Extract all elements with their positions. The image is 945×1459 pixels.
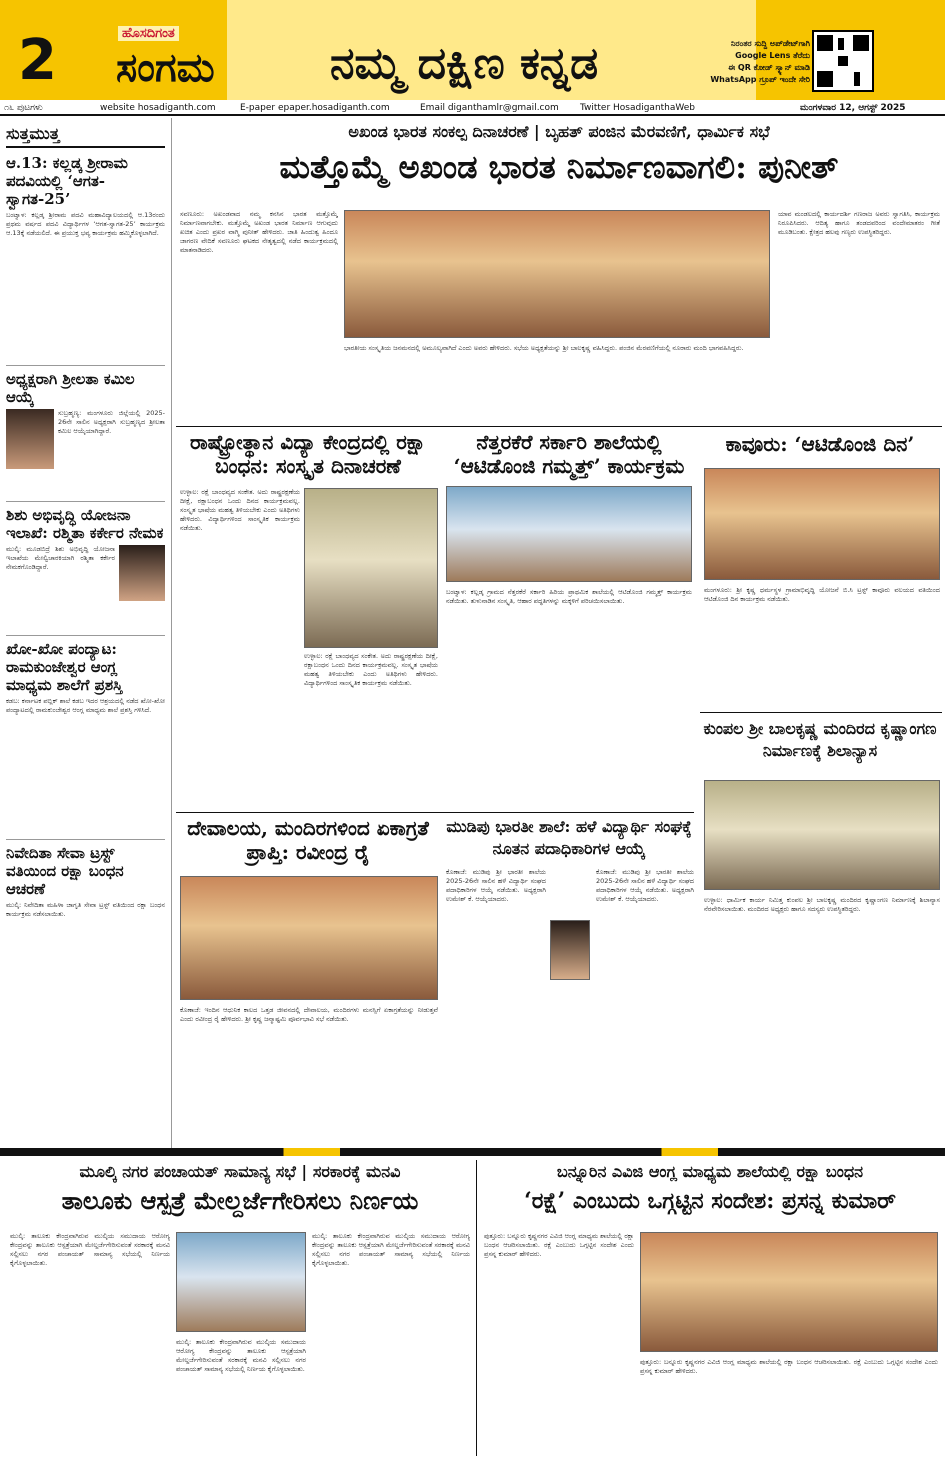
email-link[interactable]: Email diganthamlr@gmail.com (420, 103, 559, 113)
brief-3 (6, 501, 165, 633)
story-kicker: ಬನ್ನೂರಿನ ಎವಿಜಿ ಆಂಗ್ಲ ಮಾಧ್ಯಮ ಶಾಲೆಯಲ್ಲಿ ರಕ್ಷಾ ಬಂಧನ (556, 1162, 864, 1181)
story-text-more: ಮುಲ್ಕಿ: ತಾಲೂಕು ಕೇಂದ್ರವಾಗಿರುವ ಮುಲ್ಕಿಯ ಸಮುದಾಯ ಆರೋಗ್ಯ ಕೇಂದ್ರವನ್ನು ತಾಲೂಕು ಆಸ್ಪತ್ರೆಯಾಗಿ ಮೇಲ್ದರ್ಜೆಗೇರಿಸುವಂತೆ ಸರಕಾರಕ್ಕೆ ಮನವಿ ಸಲ್ಲಿಸಲು ನಗರ ಪಂಚಾಯತ್ ಸಾಮಾನ್ಯ ಸಭೆಯಲ್ಲಿ ನಿರ್ಣಯ ಕೈಗೊಳ್ಳಲಾಯಿತು. (176, 1338, 306, 1373)
story-headline: ಕುಂಪಲ ಶ್ರೀ ಬಾಲಕೃಷ್ಣ ಮಂದಿರದ ಕೃಷ್ಣಾಂಗಣ ನಿರ್ಮಾಣಕ್ಕೆ ಶಿಲಾನ್ಯಾಸ (703, 719, 937, 760)
info-strip (0, 100, 945, 116)
brief-headline: ಆ.13: ಕಲ್ಲಡ್ಕ ಶ್ರೀರಾಮ ಪದವಿಯಲ್ಲಿ ‘ಆಗತ-ಸ್ವಾಗತ-25’ (6, 154, 128, 208)
brief-text: ಸುಬ್ರಹ್ಮಣ್ಯ: ಮಂಗಳೂರು ಜಿಲ್ಲೆಯಲ್ಲಿ 2025-26ನೇ ಸಾಲಿನ ಅಧ್ಯಕ್ಷರಾಗಿ ಸುಬ್ರಹ್ಮಣ್ಯದ ಶ್ರೀಲತಾ ಕಮಿಲ ಆಯ್ಕೆಯಾಗಿದ್ದಾರೆ. (58, 409, 165, 435)
bottom-right-story (482, 1162, 938, 1216)
issue-date: ಮಂಗಳವಾರ 12, ಆಗಸ್ಟ್ 2025 (800, 103, 906, 113)
story-kicker: ಮೂಲ್ಕಿ ನಗರ ಪಂಚಾಯತ್ ಸಾಮಾನ್ಯ ಸಭೆ | ಸರಕಾರಕ್ಕೆ ಮನವಿ (79, 1162, 401, 1181)
story-6 (178, 816, 438, 864)
qr-code-icon[interactable] (812, 30, 874, 92)
story-headline: ಕಾವೂರು: ‘ಆಟಿಡೊಂಜಿ ದಿನ’ (725, 432, 915, 456)
lead-photo (344, 210, 770, 338)
story-text: ಬಂಟ್ವಾಳ: ಕಲ್ಲಡ್ಕ ಗ್ರಾಮದ ನೆತ್ತರಕೆರೆ ಸರ್ಕಾರಿ ಹಿರಿಯ ಪ್ರಾಥಮಿಕ ಶಾಲೆಯಲ್ಲಿ ಆಟಿಡೊಂಜಿ ಗಮ್ಮತ್ತ್ ಕಾರ್ಯಕ್ರಮ ನಡೆಯಿತು. ತುಳುನಾಡಿನ ಸಂಸ್ಕೃತಿ, ಆಹಾರ ಪದ್ಧತಿಗಳನ್ನು ಮಕ್ಕಳಿಗೆ ಪರಿಚಯಿಸಲಾಯಿತು. (446, 588, 692, 605)
story-headline: ನೆತ್ತರಕೆರೆ ಸರ್ಕಾರಿ ಶಾಲೆಯಲ್ಲಿ ‘ಆಟಿಡೊಂಜಿ ಗಮ್ಮತ್ತ್’ ಕಾರ್ಯಕ್ರಮ (453, 430, 685, 478)
story-photo (640, 1232, 938, 1352)
story-text: ಕೊಣಾಜೆ: ಇಂದಿನ ಆಧುನಿಕ ಕಾಲದ ಒತ್ತಡ ಜೀವನದಲ್ಲಿ ದೇವಾಲಯ, ಮಂದಿರಗಳು ಮನಸ್ಸಿಗೆ ಏಕಾಗ್ರತೆಯನ್ನು ನೀಡುತ್ತವೆ ಎಂದು ರವೀಂದ್ರ ರೈ ಹೇಳಿದರು. ಶ್ರೀ ಕೃಷ್ಣ ಜನ್ಮಾಷ್ಟಮಿ ಪೂರ್ವಭಾವಿ ಸಭೆ ನಡೆಯಿತು. (180, 1006, 438, 1023)
story-7 (444, 816, 694, 860)
brief-headline: ಅಧ್ಯಕ್ಷರಾಗಿ ಶ್ರೀಲತಾ ಕಮಿಲ ಆಯ್ಕೆ (6, 370, 135, 406)
story-photo (446, 486, 692, 582)
story-text: ಉಳ್ಳಾಲ: ಧಾರ್ಮಿಕ ಕಾರ್ಯ ನಿಮಿತ್ತ ಕುಂಪಲ ಶ್ರೀ ಬಾಲಕೃಷ್ಣ ಮಂದಿರದ ಕೃಷ್ಣಾಂಗಣ ನಿರ್ಮಾಣಕ್ಕೆ ಶಿಲಾನ್ಯಾಸ ನೆರವೇರಿಸಲಾಯಿತು. ಮಂದಿರದ ಅಧ್ಯಕ್ಷರು ಹಾಗೂ ಸದಸ್ಯರು ಉಪಸ್ಥಿತರಿದ್ದರು. (704, 896, 940, 913)
story-text-more: ಪುತ್ತೂರು: ಬನ್ನೂರು ಕೃಷ್ಣನಗರ ಎವಿಜಿ ಆಂಗ್ಲ ಮಾಧ್ಯಮ ಶಾಲೆಯಲ್ಲಿ ರಕ್ಷಾ ಬಂಧನ ಆಚರಿಸಲಾಯಿತು. ರಕ್ಷೆ ಎಂಬುದು ಒಗ್ಗಟ್ಟಿನ ಸಂದೇಶ ಎಂದು ಪ್ರಸನ್ನ ಕುಮಾರ್ ಹೇಳಿದರು. (640, 1358, 938, 1375)
story-headline: ಮುಡಿಪು ಭಾರತೀ ಶಾಲೆ: ಹಳೆ ವಿದ್ಯಾರ್ಥಿ ಸಂಘಕ್ಕೆ ನೂತನ ಪದಾಧಿಕಾರಿಗಳ ಆಯ್ಕೆ (446, 817, 692, 858)
brief-text: ಕಡಬ: ಕರ್ನಾಟಕ ಪಬ್ಲಿಕ್ ಶಾಲೆ ಕಡಬ ಇದರ ಆಶ್ರಯದಲ್ಲಿ ನಡೆದ ಖೋ-ಖೋ ಪಂದ್ಯಾಟದಲ್ಲಿ ರಾಮಕುಂಜೇಶ್ವರ ಆಂಗ್ಲ ಮಾಧ್ಯಮ ಶಾಲೆ ಪ್ರಶಸ್ತಿ ಗಳಿಸಿದೆ. (6, 697, 165, 714)
story-headline: ರಾಷ್ಟ್ರೋತ್ಥಾನ ವಿದ್ಯಾ ಕೇಂದ್ರದಲ್ಲಿ ರಕ್ಷಾ ಬಂಧನ: ಸಂಸ್ಕೃತ ದಿನಾಚರಣೆ (190, 430, 426, 478)
brief-1 (6, 154, 165, 361)
brand-small: ಹೊಸದಿಗಂತ (118, 26, 179, 41)
lead-text-bottom: ಭಾರತೀಯ ಸಂಸ್ಕೃತಿಯ ಜನಮನದಲ್ಲಿ ಅಮೂಲ್ಯವಾಗಿದೆ ಎಂದು ಅವರು ಹೇಳಿದರು. ಸಭೆಯ ಅಧ್ಯಕ್ಷತೆಯನ್ನು ಶ್ರೀ ಬಾಲಕೃಷ್ಣ ವಹಿಸಿದ್ದರು. ಪಂಜಿನ ಮೆರವಣಿಗೆಯಲ್ಲಿ ನೂರಾರು ಮಂದಿ ಭಾಗವಹಿಸಿದ್ದರು. (344, 344, 744, 352)
story-photo (304, 488, 438, 648)
story-photo (704, 468, 940, 580)
divider (476, 1160, 477, 1456)
twitter-link[interactable]: Twitter HosadiganthaWeb (580, 103, 696, 113)
section-title: ನಮ್ಮ ದಕ್ಷಿಣ ಕನ್ನಡ (330, 38, 599, 89)
story-2 (178, 430, 438, 478)
story-photo (704, 780, 940, 890)
lead-headline: ಮತ್ತೊಮ್ಮೆ ಅಖಂಡ ಭಾರತ ನಿರ್ಮಾಣವಾಗಲಿ: ಪುನೀತ್ (279, 148, 839, 186)
brief-headline: ನಿವೇದಿತಾ ಸೇವಾ ಟ್ರಸ್ಟ್ ವತಿಯಿಂದ ರಕ್ಷಾ ಬಂಧನ ಆಚರಣೆ (6, 844, 124, 898)
portrait-photo (119, 545, 165, 601)
brief-text: ಬಂಟ್ವಾಳ: ಕಲ್ಲಡ್ಕ ಶ್ರೀರಾಮ ಪದವಿ ಮಹಾವಿದ್ಯಾಲಯದಲ್ಲಿ ಆ.13ರಂದು ಪ್ರಥಮ ವರ್ಷದ ಪದವಿ ವಿದ್ಯಾರ್ಥಿಗಳ ‘ಆಗತ-ಸ್ವಾಗತ-25’ ಕಾರ್ಯಕ್ರಮ ಆ.13ಕ್ಕೆ ನಡೆಯಲಿದೆ. ಈ ಪ್ರಯುಕ್ತ ಭವ್ಯ ಕಾರ್ಯಕ್ರಮ ಹಮ್ಮಿಕೊಳ್ಳಲಾಗಿದೆ. (6, 211, 165, 237)
story-text: ಕೊಣಾಜೆ: ಮುಡಿಪು ಶ್ರೀ ಭಾರತೀ ಶಾಲೆಯ 2025-26ನೇ ಸಾಲಿನ ಹಳೆ ವಿದ್ಯಾರ್ಥಿ ಸಂಘದ ಪದಾಧಿಕಾರಿಗಳ ಆಯ್ಕೆ ನಡೆಯಿತು. ಅಧ್ಯಕ್ಷರಾಗಿ ಉಮೇಶ್ ಕೆ. ಆಯ್ಕೆಯಾದರು. (446, 868, 546, 903)
page-count: ೧೬ ಪುಟಗಳು (4, 103, 43, 113)
website-link[interactable]: website hosadiganth.com (100, 103, 216, 113)
divider (176, 426, 942, 427)
story-headline: ‘ರಕ್ಷೆ’ ಎಂಬುದು ಒಗ್ಗಟ್ಟಿನ ಸಂದೇಶ: ಪ್ರಸನ್ನ ಕುಮಾರ್ (524, 1188, 896, 1214)
brief-5 (6, 839, 165, 1041)
bottom-left-story (10, 1162, 470, 1216)
story-headline: ದೇವಾಲಯ, ಮಂದಿರಗಳಿಂದ ಏಕಾಗ್ರತೆ ಪ್ರಾಪ್ತಿ: ರವೀಂದ್ರ ರೈ (187, 816, 429, 864)
qr-line: ನಿರಂತರ ಸುದ್ದಿ ಅಪ್‌ಡೇಟ್‌ಗಾಗಿ (730, 39, 810, 48)
qr-line: Google Lens ತೆರೆದು (735, 51, 810, 60)
story-text: ಮುಲ್ಕಿ: ತಾಲೂಕು ಕೇಂದ್ರವಾಗಿರುವ ಮುಲ್ಕಿಯ ಸಮುದಾಯ ಆರೋಗ್ಯ ಕೇಂದ್ರವನ್ನು ತಾಲೂಕು ಆಸ್ಪತ್ರೆಯಾಗಿ ಮೇಲ್ದರ್ಜೆಗೇರಿಸುವಂತೆ ಸರಕಾರಕ್ಕೆ ಮನವಿ ಸಲ್ಲಿಸಲು ನಗರ ಪಂಚಾಯತ್ ಸಾಮಾನ್ಯ ಸಭೆಯಲ್ಲಿ ನಿರ್ಣಯ ಕೈಗೊಳ್ಳಲಾಯಿತು. (10, 1232, 170, 1267)
story-text: ಮಂಗಳೂರು: ಶ್ರೀ ಕೃಷ್ಣ ಧರ್ಮಸ್ಥಳ ಗ್ರಾಮಾಭಿವೃದ್ಧಿ ಯೋಜನೆ ಬಿ.ಸಿ ಟ್ರಸ್ಟ್ ಕಾವೂರು ವಲಯದ ವತಿಯಿಂದ ಆಟಿಡೊಂಜಿ ದಿನ ಕಾರ್ಯಕ್ರಮ ನಡೆಯಿತು. (704, 586, 940, 603)
page-number: 2 (18, 28, 57, 93)
story-text-more: ಮುಲ್ಕಿ: ತಾಲೂಕು ಕೇಂದ್ರವಾಗಿರುವ ಮುಲ್ಕಿಯ ಸಮುದಾಯ ಆರೋಗ್ಯ ಕೇಂದ್ರವನ್ನು ತಾಲೂಕು ಆಸ್ಪತ್ರೆಯಾಗಿ ಮೇಲ್ದರ್ಜೆಗೇರಿಸುವಂತೆ ಸರಕಾರಕ್ಕೆ ಮನವಿ ಸಲ್ಲಿಸಲು ನಗರ ಪಂಚಾಯತ್ ಸಾಮಾನ್ಯ ಸಭೆಯಲ್ಲಿ ನಿರ್ಣಯ ಕೈಗೊಳ್ಳಲಾಯಿತು. (312, 1232, 470, 1267)
lead-text-right: ಯಾವ ಮಂಡಲದಲ್ಲಿ ಕಾರ್ಯದರ್ಶಿ ಗಣರಾಜ ಅವರು ಸ್ವಾಗತಿಸಿ, ಕಾರ್ಯಕ್ರಮ ನಿರೂಪಿಸಿದರು. ಆದಿತ್ಯ ಹಾಗೂ ತಂಡದವರಿಂದ ವಂದೇಮಾತರಂ ಗೀತೆ ಮೂಡಿಬಂತು. ಕ್ಷೇತ್ರದ ಹಲವು ಗಣ್ಯರು ಉಪಸ್ಥಿತರಿದ್ದರು. (778, 210, 940, 236)
column-title: ಸುತ್ತಮುತ್ತ (6, 124, 165, 148)
left-column (0, 118, 172, 1148)
brief-headline: ಖೋ-ಖೋ ಪಂದ್ಯಾಟ: ರಾಮಕುಂಜೇಶ್ವರ ಆಂಗ್ಲ ಮಾಧ್ಯಮ ಶಾಲೆಗೆ ಪ್ರಶಸ್ತಿ (6, 640, 123, 694)
story-5 (700, 718, 940, 762)
story-text: ಪುತ್ತೂರು: ಬನ್ನೂರು ಕೃಷ್ಣನಗರ ಎವಿಜಿ ಆಂಗ್ಲ ಮಾಧ್ಯಮ ಶಾಲೆಯಲ್ಲಿ ರಕ್ಷಾ ಬಂಧನ ಆಚರಿಸಲಾಯಿತು. ರಕ್ಷೆ ಎಂಬುದು ಒಗ್ಗಟ್ಟಿನ ಸಂದೇಶ ಎಂದು ಪ್ರಸನ್ನ ಕುಮಾರ್ ಹೇಳಿದರು. (484, 1232, 634, 1258)
story-3 (444, 430, 694, 478)
lead-text-left: ಸವಣೂರು: ಅಖಂಡವಾದ ನಮ್ಮ ಕನಸಿನ ಭಾರತ ಮತ್ತೊಮ್ಮೆ ನಿರ್ಮಾಣವಾಗಬೇಕು. ಮತ್ತೊಮ್ಮೆ ಅಖಂಡ ಭಾರತ ನಿರ್ಮಾಣ ಆಗುವುದು ಖಚಿತ ಎಂದು ಪ್ರಖರ ವಾಗ್ಮಿ ಪುನೀತ್ ಹೇಳಿದರು. ಜಾತಿ ಹಿಂದುತ್ವ ಹಿಂದೂ ಜಾಗರಣ ವೇದಿಕೆ ಸವಣೂರು ಘಟಕದ ನೇತೃತ್ವದಲ್ಲಿ ನಡೆದ ಕಾರ್ಯಕ್ರಮದಲ್ಲಿ ಮಾತನಾಡಿದರು. (180, 210, 338, 254)
brand-name: ಸಂಗಮ (116, 44, 215, 91)
brief-text: ಮುಲ್ಕಿ: ನಿವೇದಿತಾ ಮಹಿಳಾ ಜಾಗೃತಿ ಸೇವಾ ಟ್ರಸ್ಟ್ ವತಿಯಿಂದ ರಕ್ಷಾ ಬಂಧನ ಕಾರ್ಯಕ್ರಮ ನಡೆಸಲಾಯಿತು. (6, 901, 165, 918)
brief-text: ಮುಲ್ಕಿ: ಮೂಡಬಿದ್ರೆ ಶಿಶು ಅಭಿವೃದ್ಧಿ ಯೋಜನಾ ಇಲಾಖೆಯ ಮೇಲ್ವಿಚಾರಕಿಯಾಗಿ ರಶ್ಮಿತಾ ಕರ್ಕೇರ ನೇಮಕಗೊಂಡಿದ್ದಾರೆ. (6, 545, 115, 571)
brief-2 (6, 365, 165, 499)
divider (700, 712, 942, 713)
story-text-more: ಕೊಣಾಜೆ: ಮುಡಿಪು ಶ್ರೀ ಭಾರತೀ ಶಾಲೆಯ 2025-26ನೇ ಸಾಲಿನ ಹಳೆ ವಿದ್ಯಾರ್ಥಿ ಸಂಘದ ಪದಾಧಿಕಾರಿಗಳ ಆಯ್ಕೆ ನಡೆಯಿತು. ಅಧ್ಯಕ್ಷರಾಗಿ ಉಮೇಶ್ ಕೆ. ಆಯ್ಕೆಯಾದರು. (596, 868, 694, 903)
qr-line: WhatsApp ಗ್ರೂಪ್ ಇಂದೇ ಸೇರಿ (710, 75, 810, 84)
portrait-photo (550, 920, 590, 980)
qr-instructions (700, 38, 810, 86)
lead-kicker: ಅಖಂಡ ಭಾರತ ಸಂಕಲ್ಪ ದಿನಾಚರಣೆ | ಬೃಹತ್ ಪಂಜಿನ ಮೆರವಣಿಗೆ, ಧಾರ್ಮಿಕ ಸಭೆ (348, 122, 770, 141)
story-photo (180, 876, 438, 1000)
portrait-photo (6, 409, 54, 469)
story-headline: ತಾಲೂಕು ಆಸ್ಪತ್ರೆ ಮೇಲ್ದರ್ಜೆಗೇರಿಸಲು ನಿರ್ಣಯ (61, 1186, 419, 1215)
qr-line: ಈ QR ಕೋಡ್ ಸ್ಕ್ಯಾನ್ ಮಾಡಿ (728, 63, 810, 72)
story-4 (700, 432, 940, 456)
story-text-more: ಉಳ್ಳಾಲ: ರಕ್ಷೆ ಬಾಂಧವ್ಯದ ಸಂಕೇತ. ಅದು ರಾಷ್ಟ್ರರಕ್ಷಣೆಯ ದೀಕ್ಷೆ, ರಕ್ಷಾಬಂಧನ ಒಂದು ದಿನದ ಕಾರ್ಯಕ್ರಮವಲ್ಲ. ಸಂಸ್ಕೃತ ಭಾಷೆಯ ಮಹತ್ವ ತಿಳಿಯಬೇಕು ಎಂದು ಅತಿಥಿಗಳು ಹೇಳಿದರು. ವಿದ್ಯಾರ್ಥಿಗಳಿಂದ ಸಾಂಸ್ಕೃತಿಕ ಕಾರ್ಯಕ್ರಮ ನಡೆಯಿತು. (304, 652, 438, 687)
lead-story (178, 122, 940, 186)
brief-4 (6, 635, 165, 837)
epaper-link[interactable]: E-paper epaper.hosadiganth.com (240, 103, 390, 113)
story-photo (176, 1232, 306, 1332)
divider (176, 812, 694, 813)
section-stripe (0, 1148, 945, 1156)
story-text: ಉಳ್ಳಾಲ: ರಕ್ಷೆ ಬಾಂಧವ್ಯದ ಸಂಕೇತ. ಅದು ರಾಷ್ಟ್ರರಕ್ಷಣೆಯ ದೀಕ್ಷೆ, ರಕ್ಷಾಬಂಧನ ಒಂದು ದಿನದ ಕಾರ್ಯಕ್ರಮವಲ್ಲ. ಸಂಸ್ಕೃತ ಭಾಷೆಯ ಮಹತ್ವ ತಿಳಿಯಬೇಕು ಎಂದು ಅತಿಥಿಗಳು ಹೇಳಿದರು. ವಿದ್ಯಾರ್ಥಿಗಳಿಂದ ಸಾಂಸ್ಕೃತಿಕ ಕಾರ್ಯಕ್ರಮ ನಡೆಯಿತು. (180, 488, 300, 532)
brief-headline: ಶಿಶು ಅಭಿವೃದ್ಧಿ ಯೋಜನಾ ಇಲಾಖೆ: ರಶ್ಮಿತಾ ಕರ್ಕೇರ ನೇಮಕ (6, 506, 164, 542)
